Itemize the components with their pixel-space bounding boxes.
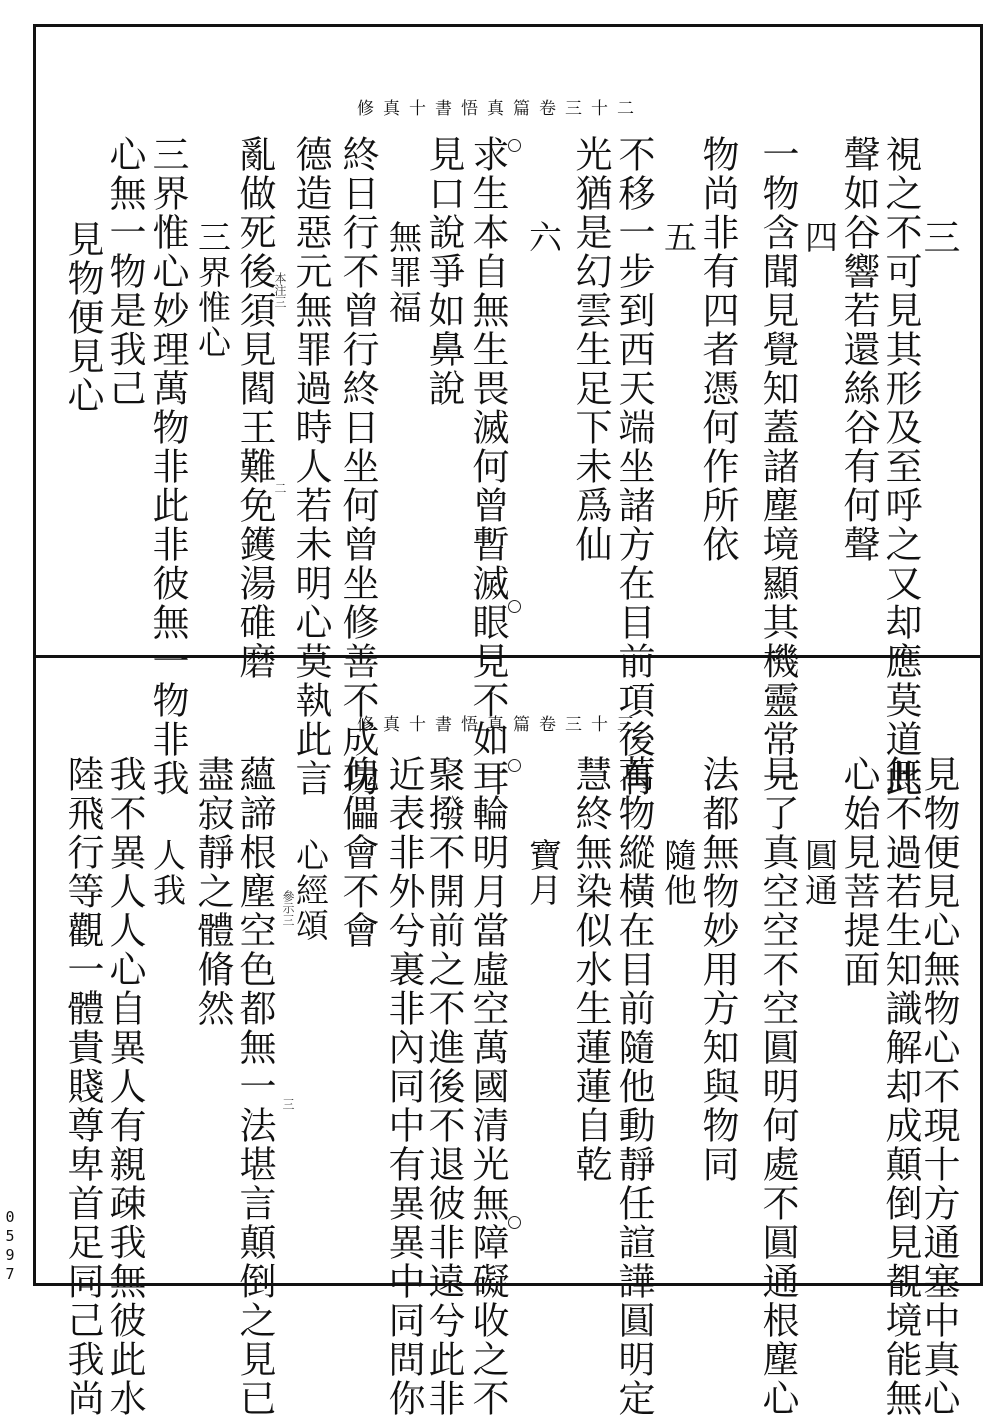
bottom-col-14: 傀儡會不會 — [336, 755, 379, 950]
bottom-col-11: 一輪明月當虛空萬國清光無障礙收之不 — [466, 755, 509, 1418]
bottom-col-19: 我不異人人心自異人有親疎我無彼此水 — [103, 755, 146, 1418]
top-col-18: 三界惟心妙理萬物非此非彼無一物非我 — [146, 135, 189, 798]
bottom-margin-note-1: 參示三 — [281, 890, 295, 926]
bottom-running-header: 修真十書悟真篇卷三十三 — [357, 715, 643, 735]
top-col-17: 三界惟心 — [193, 220, 232, 360]
bottom-col-17: 盡寂靜之體脩然 — [191, 755, 234, 1028]
top-col-9: 光猶是幻雲生足下未爲仙 — [569, 135, 612, 564]
bottom-col-3: 心始見菩提面 — [837, 755, 880, 989]
top-col-1: 三 — [917, 218, 960, 257]
bottom-col-13: 近表非外兮裏非內同中有異異中同問你 — [382, 755, 425, 1418]
top-circle-mark-2 — [508, 600, 521, 613]
bottom-col-16: 蘊諦根塵空色都無一法堪言顛倒之見已 — [233, 755, 276, 1418]
top-col-7: 五 — [659, 220, 698, 255]
top-margin-note-1: 本注三 — [273, 272, 287, 308]
bottom-col-5: 見了真空空不空圓明何處不圓通根塵心 — [756, 755, 799, 1418]
top-col-19: 心無一物是我己 — [103, 135, 146, 408]
top-circle-mark-1 — [508, 139, 521, 152]
bottom-col-12: 聚撥不開前之不進後不退彼非遠兮此非 — [422, 755, 465, 1418]
bottom-col-8: 萬物縱橫在目前隨他動靜任諠譁圓明定 — [612, 755, 655, 1418]
bottom-col-18: 人我 — [148, 838, 187, 908]
bottom-margin-note-2: 三 — [281, 1098, 295, 1110]
bottom-col-15: 心經頌 — [291, 838, 330, 943]
bottom-col-10: 寶月 — [524, 838, 563, 908]
top-col-13: 無罪福 — [384, 220, 423, 325]
bottom-col-6: 法都無物妙用方知與物同 — [696, 755, 739, 1184]
top-margin-note-2: 二 — [273, 482, 287, 494]
bottom-col-7: 隨他 — [659, 838, 698, 908]
bottom-col-1: 見物便見心無物心不現十方通塞中真心 — [917, 755, 960, 1418]
bottom-col-2: 無不過若生知識解却成顛倒見覩境能無 — [879, 755, 922, 1418]
top-col-12: 見口說爭如鼻說 — [422, 135, 465, 408]
bottom-col-4: 圓通 — [800, 838, 839, 908]
page-number: 0 5 9 7 — [5, 1208, 15, 1283]
top-col-15: 德造惡元無罪過時人若未明心莫執此言 — [289, 135, 332, 798]
top-col-11: 求生本自無生畏滅何曾暫滅眼見不如耳 — [466, 135, 509, 798]
top-col-16: 亂做死後須見閻王難免鑊湯碓磨 — [233, 135, 276, 681]
top-col-6: 物尚非有四者憑何作所依 — [696, 135, 739, 564]
top-col-20: 見物便見心 — [61, 220, 104, 415]
top-col-4: 四 — [800, 220, 839, 255]
top-col-10: 六 — [524, 220, 563, 255]
top-col-14: 終日行不曾行終日坐何曾坐修善不成功 — [336, 135, 379, 798]
bottom-col-9: 慧終無染似水生蓮蓮自乾 — [569, 755, 612, 1184]
bottom-circle-mark-2 — [508, 1216, 521, 1229]
bottom-circle-mark-1 — [508, 759, 521, 772]
top-col-2: 視之不可見其形及至呼之又却應莫道此 — [879, 135, 922, 798]
top-col-8: 不移一步到西天端坐諸方在目前項後有 — [612, 135, 655, 798]
bottom-col-20: 陸飛行等觀一體貴賤尊卑首足同己我尚 — [61, 755, 104, 1418]
top-col-5: 一物含聞見覺知蓋諸塵境顯其機靈常一 — [756, 135, 799, 798]
top-col-3: 聲如谷響若還絲谷有何聲 — [837, 135, 880, 564]
top-running-header: 修真十書悟真篇卷三十二 — [357, 99, 643, 119]
